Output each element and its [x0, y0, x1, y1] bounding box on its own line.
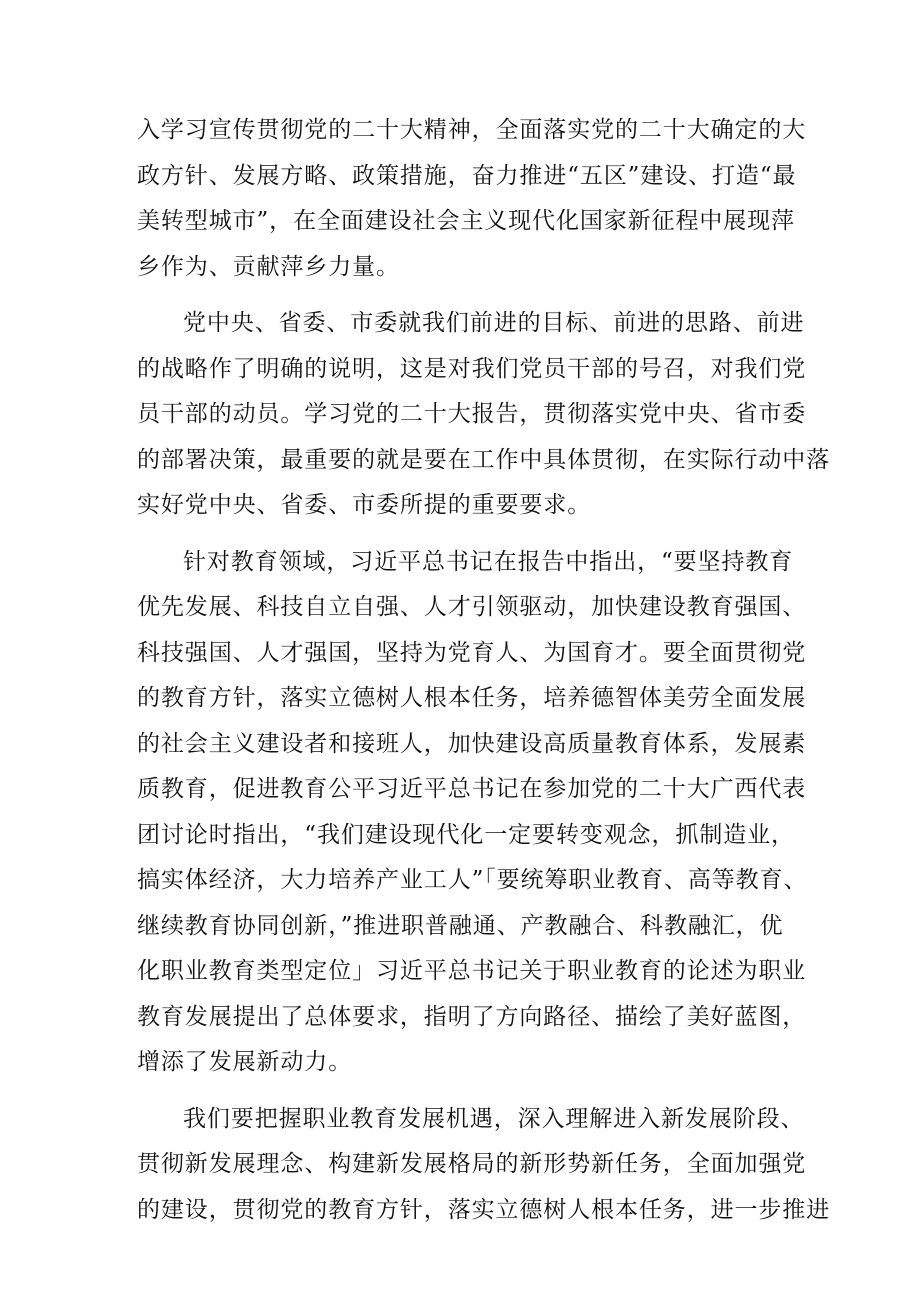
paragraph-line: 政方针、发展方略、政策措施，奋力推进“五区”建设、打造“最 — [137, 162, 797, 189]
paragraph-line: 乡作为、贡献萍乡力量。 — [137, 253, 400, 280]
paragraph-line: 教育发展提出了总体要求，指明了方向路径、描绘了美好蓝图， — [137, 1003, 807, 1030]
paragraph-line: 贯彻新发展理念、构建新发展格局的新形势新任务，全面加强党 — [137, 1151, 807, 1177]
paragraph-line: 针对教育领域，习近平总书记在报告中指出，“要坚持教育 — [183, 548, 794, 575]
paragraph-line: 继续教育协同创新，”推进职普融通、产教融合、科教融汇，优 — [137, 912, 784, 939]
paragraph-line: 搞实体经济，大力培养产业工人”「要统筹职业教育、高等教育、 — [137, 867, 808, 893]
paragraph-1 — [137, 108, 807, 290]
paragraph-line: 美转型城市”，在全面建设社会主义现代化国家新征程中展现萍 — [137, 208, 795, 234]
paragraph-4 — [137, 1097, 831, 1234]
paragraph-line: 增添了发展新动力。 — [137, 1049, 353, 1075]
paragraph-line: 优先发展、科技自立自强、人才引领驱动，加快建设教育强国、 — [137, 594, 807, 620]
paragraph-spacer — [137, 290, 787, 301]
paragraph-line: 入学习宣传贯彻党的二十大精神，全面落实党的二十大确定的大 — [137, 117, 807, 143]
paragraph-line: 员干部的动员。学习党的二十大报告，贯彻落实党中央、省市委 — [137, 401, 807, 427]
paragraph-line: 的部署决策，最重要的就是要在工作中具体贯彻，在实际行动中落 — [137, 446, 831, 473]
paragraph-spacer — [137, 1086, 787, 1097]
paragraph-line: 化职业教育类型定位」习近平总书记关于职业教育的论述为职业 — [137, 958, 807, 984]
paragraph-line: 科技强国、人才强国，坚持为党育人、为国育才。要全面贯彻党 — [137, 639, 807, 666]
paragraph-line: 的建设，贯彻党的教育方针，落实立德树人根本任务，进一步推进 — [137, 1196, 831, 1223]
paragraph-line: 党中央、省委、市委就我们前进的目标、前进的思路、前进 — [183, 310, 805, 336]
paragraph-spacer — [137, 529, 787, 540]
document-body — [137, 108, 831, 1233]
paragraph-line: 质教育，促进教育公平习近平总书记在参加党的二十大广西代表 — [137, 776, 807, 802]
paragraph-line: 我们要把握职业教育发展机遇，深入理解进入新发展阶段、 — [183, 1105, 805, 1132]
paragraph-2 — [137, 301, 831, 529]
paragraph-line: 的教育方针，落实立德树人根本任务，培养德智体美劳全面发展 — [137, 685, 807, 711]
paragraph-line: 的社会主义建设者和接班人，加快建设高质量教育体系，发展素 — [137, 730, 807, 757]
paragraph-3 — [137, 540, 808, 1086]
paragraph-line: 的战略作了明确的说明，这是对我们党员干部的号召，对我们党 — [137, 355, 807, 382]
paragraph-line: 实好党中央、省委、市委所提的重要要求。 — [137, 492, 592, 518]
paragraph-line: 团讨论时指出，“我们建设现代化一定要转变观念，抓制造业， — [137, 821, 795, 848]
